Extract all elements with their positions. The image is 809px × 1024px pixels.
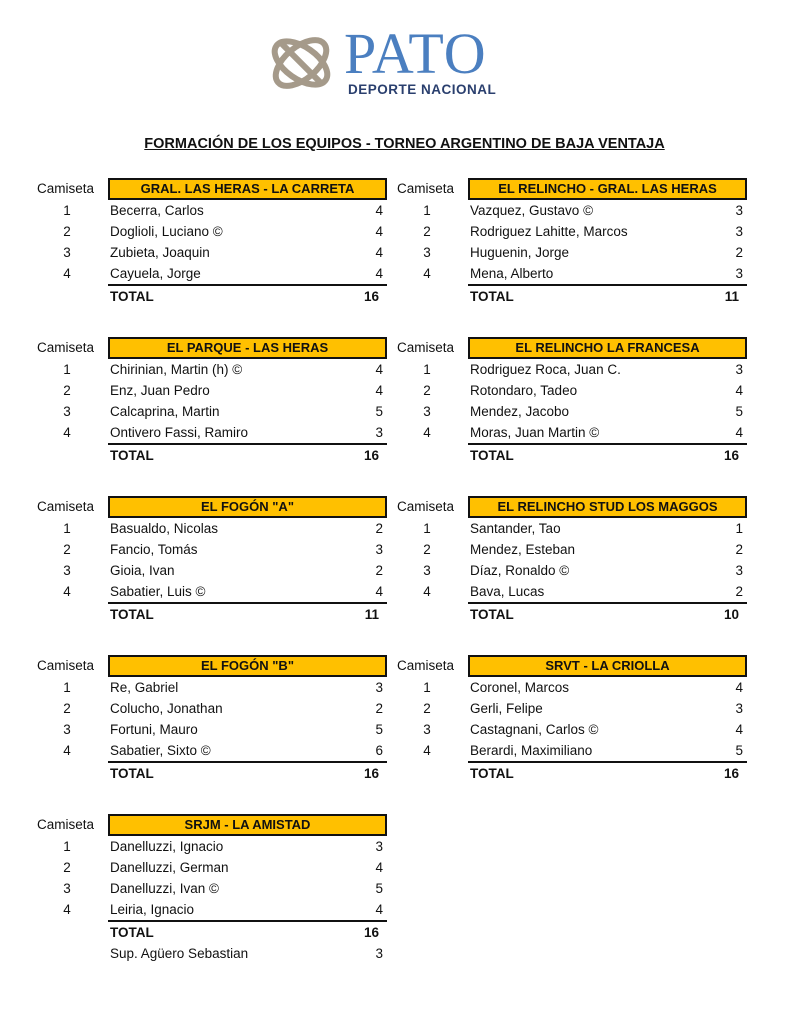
player-handicap: 4 <box>375 584 383 599</box>
player-name: Ontivero Fassi, Ramiro <box>110 425 249 440</box>
shirt-number: 1 <box>63 680 71 695</box>
player-row <box>37 740 389 761</box>
player-name: Chirinian, Martin (h) © <box>110 362 243 377</box>
team-name: EL RELINCHO - GRAL. LAS HERAS <box>468 178 747 200</box>
total-label: TOTAL <box>470 448 514 463</box>
shirt-number: 1 <box>63 839 71 854</box>
player-row <box>37 677 389 698</box>
shirt-number: 2 <box>423 542 431 557</box>
substitute-name: Sup. Agüero Sebastian <box>110 946 249 961</box>
shirt-number: 2 <box>423 701 431 716</box>
player-handicap: 3 <box>735 224 743 239</box>
player-handicap: 2 <box>735 584 743 599</box>
shirt-number: 3 <box>63 404 71 419</box>
camiseta-label: Camiseta <box>397 181 455 196</box>
player-handicap: 2 <box>375 521 383 536</box>
player-name: Mendez, Esteban <box>470 542 576 557</box>
player-name: Sabatier, Sixto © <box>110 743 211 758</box>
total-row <box>108 284 387 307</box>
player-row <box>397 263 749 284</box>
team-name: SRJM - LA AMISTAD <box>108 814 387 836</box>
player-row <box>397 740 749 761</box>
player-row <box>37 518 389 539</box>
player-row <box>397 401 749 422</box>
player-handicap: 3 <box>735 362 743 377</box>
total-row <box>468 602 747 625</box>
player-name: Rodriguez Roca, Juan C. <box>470 362 621 377</box>
player-name: Sabatier, Luis © <box>110 584 206 599</box>
shirt-number: 1 <box>423 521 431 536</box>
player-handicap: 5 <box>735 743 743 758</box>
shirt-number: 1 <box>423 362 431 377</box>
player-name: Fortuni, Mauro <box>110 722 198 737</box>
player-name: Cayuela, Jorge <box>110 266 201 281</box>
shirt-number: 4 <box>423 425 431 440</box>
player-name: Castagnani, Carlos © <box>470 722 599 737</box>
team-header <box>397 655 749 677</box>
player-handicap: 4 <box>735 680 743 695</box>
player-handicap: 4 <box>735 425 743 440</box>
total-value: 11 <box>724 289 739 304</box>
player-row <box>37 899 389 920</box>
team-name: EL PARQUE - LAS HERAS <box>108 337 387 359</box>
shirt-number: 4 <box>63 584 71 599</box>
total-label: TOTAL <box>110 448 154 463</box>
team-header <box>37 178 389 200</box>
total-value: 16 <box>723 766 739 781</box>
shirt-number: 4 <box>63 425 71 440</box>
player-handicap: 4 <box>375 245 383 260</box>
player-handicap: 5 <box>375 404 383 419</box>
shirt-number: 1 <box>63 362 71 377</box>
player-handicap: 6 <box>375 743 383 758</box>
total-label: TOTAL <box>110 607 154 622</box>
player-handicap: 3 <box>375 680 383 695</box>
total-label: TOTAL <box>110 289 154 304</box>
total-value: 11 <box>364 607 379 622</box>
player-row <box>37 359 389 380</box>
shirt-number: 2 <box>63 860 71 875</box>
player-name: Huguenin, Jorge <box>470 245 570 260</box>
shirt-number: 1 <box>423 680 431 695</box>
player-row <box>397 380 749 401</box>
player-name: Gerli, Felipe <box>470 701 543 716</box>
logo-emblem-icon <box>266 28 336 98</box>
player-handicap: 5 <box>375 722 383 737</box>
shirt-number: 2 <box>63 224 71 239</box>
total-row <box>468 443 747 466</box>
total-row <box>108 920 387 943</box>
shirt-number: 3 <box>423 245 431 260</box>
page-title: FORMACIÓN DE LOS EQUIPOS - TORNEO ARGENTINO DE BAJA VENTAJA <box>144 136 665 152</box>
player-row <box>37 422 389 443</box>
shirt-number: 1 <box>63 203 71 218</box>
camiseta-label: Camiseta <box>37 817 95 832</box>
shirt-number: 2 <box>63 383 71 398</box>
player-handicap: 3 <box>735 563 743 578</box>
player-handicap: 4 <box>375 860 383 875</box>
player-row <box>37 539 389 560</box>
team-header <box>37 496 389 518</box>
total-value: 16 <box>363 925 379 940</box>
player-name: Danelluzzi, Ivan © <box>110 881 219 896</box>
team-block <box>37 496 389 625</box>
total-label: TOTAL <box>110 766 154 781</box>
player-handicap: 3 <box>375 839 383 854</box>
team-name: GRAL. LAS HERAS - LA CARRETA <box>108 178 387 200</box>
player-name: Re, Gabriel <box>110 680 179 695</box>
player-handicap: 5 <box>735 404 743 419</box>
player-row <box>397 422 749 443</box>
team-header <box>397 178 749 200</box>
team-name: EL FOGÓN "B" <box>108 655 387 677</box>
shirt-number: 1 <box>423 203 431 218</box>
player-name: Danelluzzi, Ignacio <box>110 839 224 854</box>
camiseta-label: Camiseta <box>37 499 95 514</box>
player-name: Leiria, Ignacio <box>110 902 195 917</box>
player-row <box>397 581 749 602</box>
total-label: TOTAL <box>470 766 514 781</box>
player-handicap: 3 <box>375 542 383 557</box>
team-name: EL RELINCHO LA FRANCESA <box>468 337 747 359</box>
shirt-number: 4 <box>63 743 71 758</box>
total-value: 16 <box>363 289 379 304</box>
player-name: Becerra, Carlos <box>110 203 204 218</box>
shirt-number: 2 <box>63 701 71 716</box>
shirt-number: 3 <box>423 404 431 419</box>
player-name: Coronel, Marcos <box>470 680 570 695</box>
player-name: Moras, Juan Martin © <box>470 425 600 440</box>
player-row <box>397 200 749 221</box>
shirt-number: 2 <box>423 383 431 398</box>
player-name: Doglioli, Luciano © <box>110 224 223 239</box>
player-row <box>37 221 389 242</box>
player-row <box>397 518 749 539</box>
player-name: Mendez, Jacobo <box>470 404 570 419</box>
player-row <box>37 560 389 581</box>
player-name: Mena, Alberto <box>470 266 554 281</box>
team-block <box>37 655 389 784</box>
player-name: Bava, Lucas <box>470 584 545 599</box>
player-handicap: 4 <box>375 362 383 377</box>
player-name: Rotondaro, Tadeo <box>470 383 578 398</box>
player-name: Danelluzzi, German <box>110 860 229 875</box>
player-row <box>37 200 389 221</box>
player-row <box>37 878 389 899</box>
logo-word: PATO <box>344 21 487 86</box>
player-row <box>37 380 389 401</box>
player-handicap: 4 <box>375 383 383 398</box>
player-handicap: 4 <box>375 266 383 281</box>
player-name: Calcaprina, Martin <box>110 404 220 419</box>
shirt-number: 4 <box>423 266 431 281</box>
team-name: SRVT - LA CRIOLLA <box>468 655 747 677</box>
player-handicap: 3 <box>735 203 743 218</box>
team-block <box>37 178 389 307</box>
camiseta-label: Camiseta <box>37 340 95 355</box>
team-header <box>37 337 389 359</box>
player-row <box>397 221 749 242</box>
total-row <box>468 284 747 307</box>
player-row <box>37 581 389 602</box>
player-name: Rodriguez Lahitte, Marcos <box>470 224 628 239</box>
player-name: Basualdo, Nicolas <box>110 521 219 536</box>
total-value: 10 <box>723 607 739 622</box>
player-row <box>37 401 389 422</box>
substitute-handicap: 3 <box>375 946 383 961</box>
shirt-number: 2 <box>423 224 431 239</box>
player-handicap: 3 <box>735 266 743 281</box>
shirt-number: 4 <box>63 902 71 917</box>
shirt-number: 3 <box>63 881 71 896</box>
shirt-number: 3 <box>423 722 431 737</box>
total-value: 16 <box>363 448 379 463</box>
player-handicap: 4 <box>375 224 383 239</box>
camiseta-label: Camiseta <box>37 181 95 196</box>
player-name: Berardi, Maximiliano <box>470 743 593 758</box>
player-name: Gioia, Ivan <box>110 563 175 578</box>
camiseta-label: Camiseta <box>397 658 455 673</box>
player-name: Díaz, Ronaldo © <box>470 563 570 578</box>
player-row <box>37 698 389 719</box>
player-handicap: 4 <box>735 722 743 737</box>
shirt-number: 4 <box>63 266 71 281</box>
player-handicap: 3 <box>735 701 743 716</box>
player-row <box>397 242 749 263</box>
team-name: EL FOGÓN "A" <box>108 496 387 518</box>
player-row <box>37 836 389 857</box>
team-block <box>37 814 389 964</box>
total-value: 16 <box>363 766 379 781</box>
shirt-number: 3 <box>63 722 71 737</box>
team-block <box>37 337 389 466</box>
player-handicap: 4 <box>375 203 383 218</box>
logo-subtitle: DEPORTE NACIONAL <box>348 82 497 97</box>
total-row <box>108 761 387 784</box>
player-row <box>37 242 389 263</box>
total-label: TOTAL <box>470 289 514 304</box>
player-handicap: 1 <box>735 521 743 536</box>
player-handicap: 3 <box>375 425 383 440</box>
team-block <box>397 496 749 625</box>
player-row <box>397 677 749 698</box>
shirt-number: 3 <box>63 563 71 578</box>
camiseta-label: Camiseta <box>397 499 455 514</box>
total-row <box>108 443 387 466</box>
shirt-number: 4 <box>423 584 431 599</box>
total-row <box>468 761 747 784</box>
player-row <box>397 560 749 581</box>
team-header <box>397 496 749 518</box>
total-label: TOTAL <box>110 925 154 940</box>
player-handicap: 2 <box>375 701 383 716</box>
player-row <box>397 359 749 380</box>
total-row <box>108 602 387 625</box>
player-name: Santander, Tao <box>470 521 561 536</box>
team-name: EL RELINCHO STUD LOS MAGGOS <box>468 496 747 518</box>
player-handicap: 5 <box>375 881 383 896</box>
player-row <box>397 698 749 719</box>
total-label: TOTAL <box>470 607 514 622</box>
team-block <box>397 178 749 307</box>
shirt-number: 2 <box>63 542 71 557</box>
shirt-number: 4 <box>423 743 431 758</box>
pato-logo <box>266 21 516 100</box>
player-row <box>397 539 749 560</box>
camiseta-label: Camiseta <box>397 340 455 355</box>
shirt-number: 1 <box>63 521 71 536</box>
player-row <box>37 857 389 878</box>
player-handicap: 2 <box>735 542 743 557</box>
player-handicap: 2 <box>375 563 383 578</box>
team-header <box>397 337 749 359</box>
substitute-row <box>37 943 389 964</box>
shirt-number: 3 <box>63 245 71 260</box>
shirt-number: 3 <box>423 563 431 578</box>
player-handicap: 4 <box>375 902 383 917</box>
player-row <box>37 263 389 284</box>
camiseta-label: Camiseta <box>37 658 95 673</box>
player-handicap: 2 <box>735 245 743 260</box>
player-name: Colucho, Jonathan <box>110 701 223 716</box>
player-name: Vazquez, Gustavo © <box>470 203 594 218</box>
player-name: Zubieta, Joaquin <box>110 245 210 260</box>
team-header <box>37 814 389 836</box>
player-name: Fancio, Tomás <box>110 542 198 557</box>
team-header <box>37 655 389 677</box>
player-name: Enz, Juan Pedro <box>110 383 210 398</box>
player-handicap: 4 <box>735 383 743 398</box>
player-row <box>37 719 389 740</box>
team-block <box>397 337 749 466</box>
player-row <box>397 719 749 740</box>
total-value: 16 <box>723 448 739 463</box>
team-block <box>397 655 749 784</box>
